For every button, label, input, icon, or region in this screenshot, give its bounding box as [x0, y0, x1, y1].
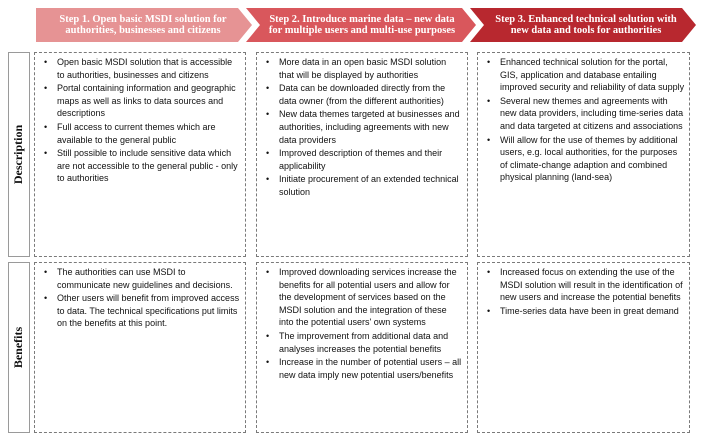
step-2-label: Step 2. Introduce marine data – new data for multiple users and multi-use purposes — [268, 14, 456, 36]
bullet-item: • Initiate procurement of an extended technical solution — [279, 173, 463, 198]
benefits-step-2-cell — [256, 262, 468, 433]
description-step-3-cell — [477, 52, 690, 257]
bullet-list — [39, 266, 241, 330]
bullet-item: • Portal containing information and geographic maps as well as links to data sources and descriptions — [57, 82, 241, 120]
bullet-item: • The improvement from additional data and analyses increases the potential benefits — [279, 330, 463, 355]
bullet-item: • Will allow for the use of themes by additional users, e.g. local authorities, for the purposes of climate-change adaption and combined physical planning (land-sea) — [500, 134, 685, 184]
bullet-item: • Improved downloading services increase the benefits for all potential users and allow for the development of services based on the MSDI solution and the integration of these into the potential users' own systems — [279, 266, 463, 329]
benefits-step-1-cell — [34, 262, 246, 433]
bullet-list — [261, 56, 463, 199]
bullet-item: • New data themes targeted at businesses and authorities, including agreements with new data providers — [279, 108, 463, 146]
row-header-benefits — [8, 262, 30, 433]
bullet-item: • Increased focus on extending the use of the MSDI solution will result in the identification of new users and increase the potential benefits — [500, 266, 685, 304]
step-3-label: Step 3. Enhanced technical solution with new data and tools for authorities — [495, 14, 677, 36]
bullet-list — [261, 266, 463, 381]
bullet-item: • The authorities can use MSDI to communicate new guidelines and decisions. — [57, 266, 241, 291]
bullet-item: • Improved description of themes and their applicability — [279, 147, 463, 172]
description-step-2-cell — [256, 52, 468, 257]
benefits-step-3-cell — [477, 262, 690, 433]
step-1-label: Step 1. Open basic MSDI solution for authorities, businesses and citizens — [59, 14, 227, 36]
bullet-item: • Time-series data have been in great demand — [500, 305, 685, 318]
bullet-item: • Other users will benefit from improved access to data. The technical specifications put limits on the benefits at this point. — [57, 292, 241, 330]
bullet-item: • Increase in the number of potential users – all new data imply new potential users/benefits — [279, 356, 463, 381]
bullet-item: • Open basic MSDI solution that is accessible to authorities, businesses and citizens — [57, 56, 241, 81]
bullet-item: • Several new themes and agreements with new data providers, including time-series data and data targeted at citizens and associations — [500, 95, 685, 133]
bullet-item: • Full access to current themes which are available to the general public — [57, 121, 241, 146]
bullet-item: • Enhanced technical solution for the portal, GIS, application and database entailing improved security and reliability of data supply — [500, 56, 685, 94]
bullet-list — [482, 56, 685, 184]
row-header-label: Benefits — [11, 326, 26, 369]
row-header-label: Description — [11, 124, 26, 185]
description-step-1-cell — [34, 52, 246, 257]
bullet-list — [482, 266, 685, 317]
bullet-item: • Data can be downloaded directly from the data owner (from the different authorities) — [279, 82, 463, 107]
bullet-item: • More data in an open basic MSDI solution that will be displayed by authorities — [279, 56, 463, 81]
bullet-item: • Still possible to include sensitive data which are not accessible to the general public - only to authorities — [57, 147, 241, 185]
bullet-list — [39, 56, 241, 185]
row-header-description — [8, 52, 30, 257]
